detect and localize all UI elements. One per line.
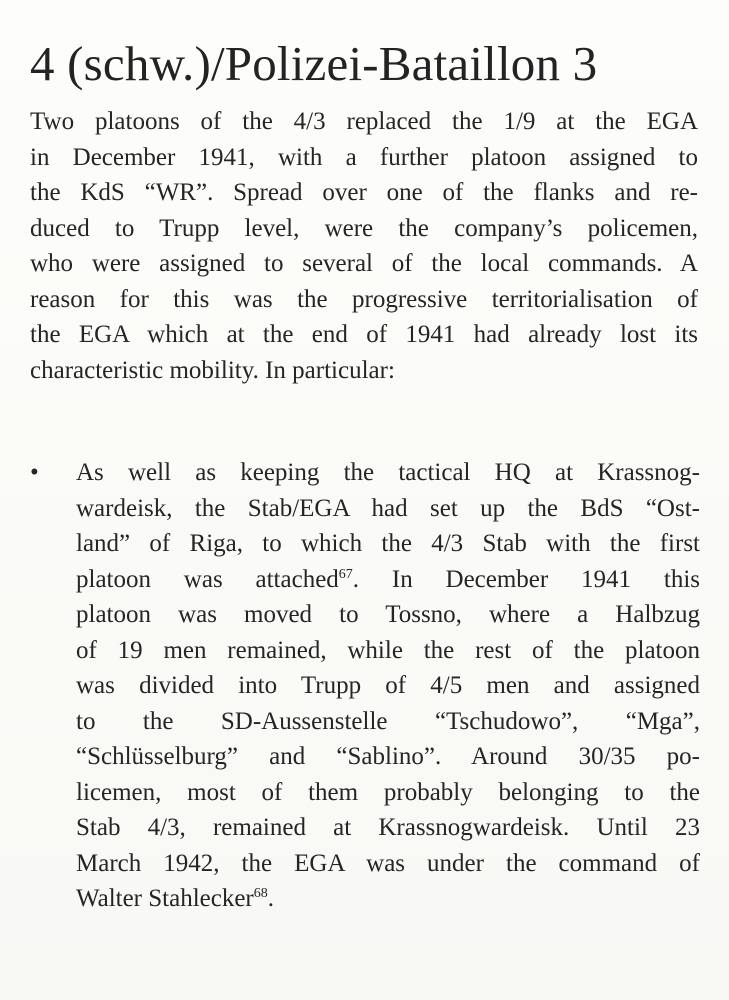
intro-paragraph [30, 104, 698, 388]
bullet-line: March 1942, the EGA was under the command of [76, 849, 700, 877]
bullet-line: land” of Riga, to which the 4/3 Stab with the first [76, 530, 700, 557]
bullet-line: was divided into Trupp of 4/5 men and assigned [76, 672, 700, 699]
paragraph-line: who were assigned to several of the local commands. A [30, 250, 698, 277]
paragraph-line: characteristic mobility. In particular: [30, 356, 395, 384]
bullet-line: of 19 men remained, while the rest of the platoon [76, 636, 700, 664]
paragraph-line: in December 1941, with a further platoon assigned to [30, 143, 698, 171]
bullet-line: As well as keeping the tactical HQ at Krassnog- [76, 459, 700, 486]
bullet-line-with-footnote [76, 562, 700, 598]
section-heading: 4 (schw.)/Polizei-Bataillon 3 [30, 36, 598, 91]
bullet-line: wardeisk, the Stab/EGA had set up the BdS “Ost- [76, 494, 700, 522]
paragraph-line: duced to Trupp level, were the company’s policemen, [30, 214, 698, 242]
paragraph-line: Two platoons of the 4/3 replaced the 1/9 at the EGA [30, 108, 698, 135]
bullet-line-text: platoon was attached [76, 565, 339, 593]
bullet-line: to the SD-Aussenstelle “Tschudowo”, “Mga”, [76, 707, 700, 735]
bullet-text [76, 455, 700, 917]
bullet-line: platoon was moved to Tossno, where a Halbzug [76, 601, 700, 628]
footnote-ref-67[interactable]: 67 [338, 566, 353, 582]
bullet-line-tail: . In December 1941 this [352, 565, 700, 593]
bullet-marker: • [30, 459, 39, 486]
paragraph-line: the KdS “WR”. Spread over one of the flanks and re- [30, 179, 698, 206]
bullet-line: “Schlüsselburg” and “Sablino”. Around 30/35 po- [76, 743, 700, 770]
bullet-line-tail: . [267, 885, 275, 912]
footnote-ref-68[interactable]: 68 [253, 886, 268, 901]
bullet-line: licemen, most of them probably belonging to the [76, 778, 700, 806]
bullet-line: Stab 4/3, remained at Krassnogwardeisk. Until 23 [76, 814, 700, 841]
bullet-line-text: Walter Stahlecker [76, 885, 254, 912]
paragraph-line: reason for this was the progressive territorialisation of [30, 285, 698, 313]
paragraph-line: the EGA which at the end of 1941 had already lost its [30, 321, 698, 348]
bullet-line-with-footnote [76, 881, 700, 917]
